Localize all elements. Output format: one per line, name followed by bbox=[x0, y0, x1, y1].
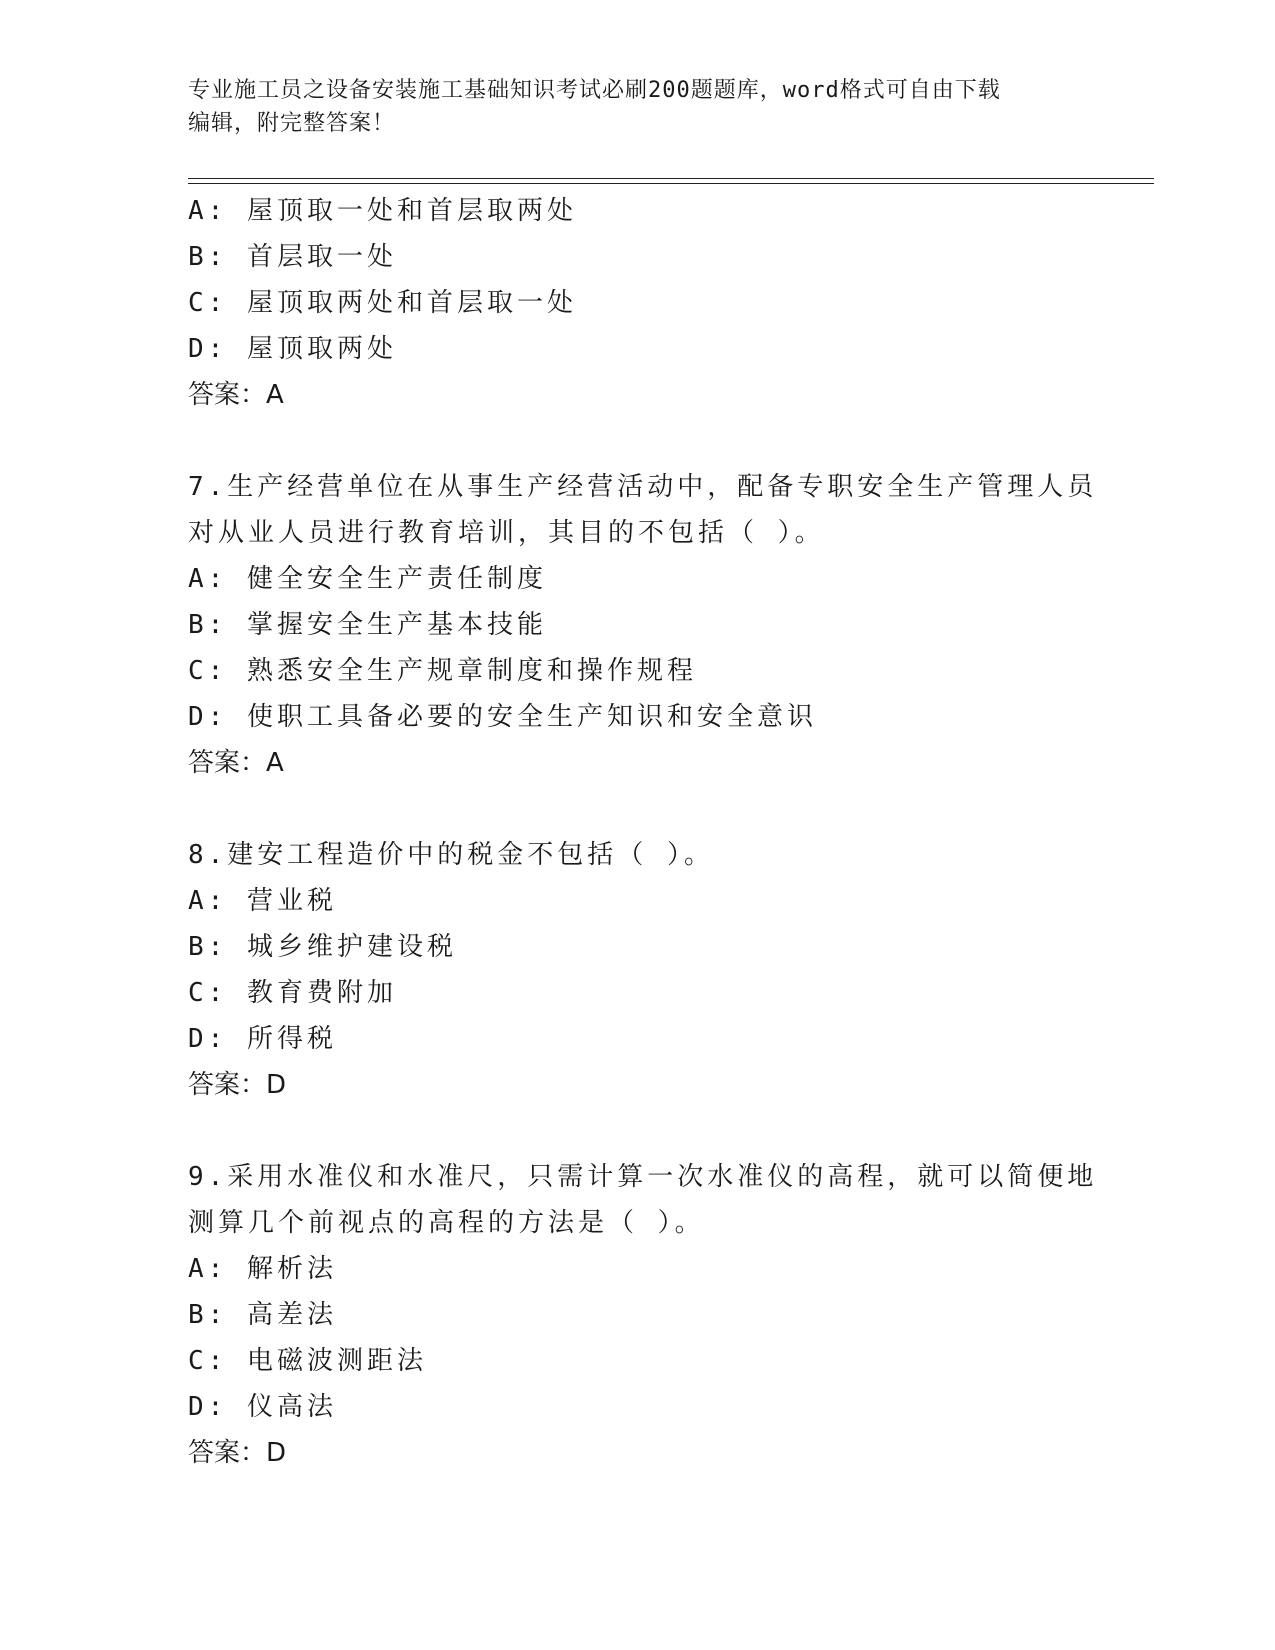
answer-line: 答案：D bbox=[188, 1438, 287, 1468]
option-c: C: 熟悉安全生产规章制度和操作规程 bbox=[188, 656, 697, 686]
question-list bbox=[188, 188, 1098, 1476]
question-block bbox=[188, 1154, 1098, 1476]
option-c: C: 电磁波测距法 bbox=[188, 1346, 427, 1376]
option-d: D: 屋顶取两处 bbox=[188, 334, 397, 364]
option-d: D: 仪高法 bbox=[188, 1392, 337, 1422]
question-stem: 测算几个前视点的高程的方法是（ ）。 bbox=[188, 1208, 705, 1238]
question-block bbox=[188, 832, 1088, 1108]
question-stem: 8.建安工程造价中的税金不包括（ ）。 bbox=[188, 840, 714, 870]
option-c: C: 教育费附加 bbox=[188, 978, 397, 1008]
question-block bbox=[188, 188, 1088, 418]
answer-line: 答案：A bbox=[188, 380, 284, 410]
header-line-1: 专业施工员之设备安装施工基础知识考试必刷200题题库，word格式可自由下载 bbox=[188, 78, 1001, 103]
option-c: C: 屋顶取两处和首层取一处 bbox=[188, 288, 577, 318]
answer-line: 答案：D bbox=[188, 1070, 287, 1100]
question-block bbox=[188, 464, 1098, 786]
question-stem: 7.生产经营单位在从事生产经营活动中，配备专职安全生产管理人员 bbox=[188, 472, 1098, 502]
option-a: A: 健全安全生产责任制度 bbox=[188, 564, 547, 594]
answer-line: 答案：A bbox=[188, 748, 284, 778]
header-line-2: 编辑，附完整答案！ bbox=[188, 111, 396, 136]
option-d: D: 所得税 bbox=[188, 1024, 337, 1054]
option-b: B: 高差法 bbox=[188, 1300, 337, 1330]
option-b: B: 掌握安全生产基本技能 bbox=[188, 610, 547, 640]
header-divider-bottom bbox=[188, 183, 1154, 184]
option-a: A: 屋顶取一处和首层取两处 bbox=[188, 196, 577, 226]
document-header bbox=[188, 74, 1088, 140]
option-a: A: 解析法 bbox=[188, 1254, 337, 1284]
option-b: B: 城乡维护建设税 bbox=[188, 932, 457, 962]
header-divider-top bbox=[188, 178, 1154, 179]
option-d: D: 使职工具备必要的安全生产知识和安全意识 bbox=[188, 702, 817, 732]
question-stem: 9.采用水准仪和水准尺，只需计算一次水准仪的高程，就可以简便地 bbox=[188, 1162, 1098, 1192]
question-stem: 对从业人员进行教育培训，其目的不包括（ ）。 bbox=[188, 518, 825, 548]
option-b: B: 首层取一处 bbox=[188, 242, 397, 272]
option-a: A: 营业税 bbox=[188, 886, 337, 916]
